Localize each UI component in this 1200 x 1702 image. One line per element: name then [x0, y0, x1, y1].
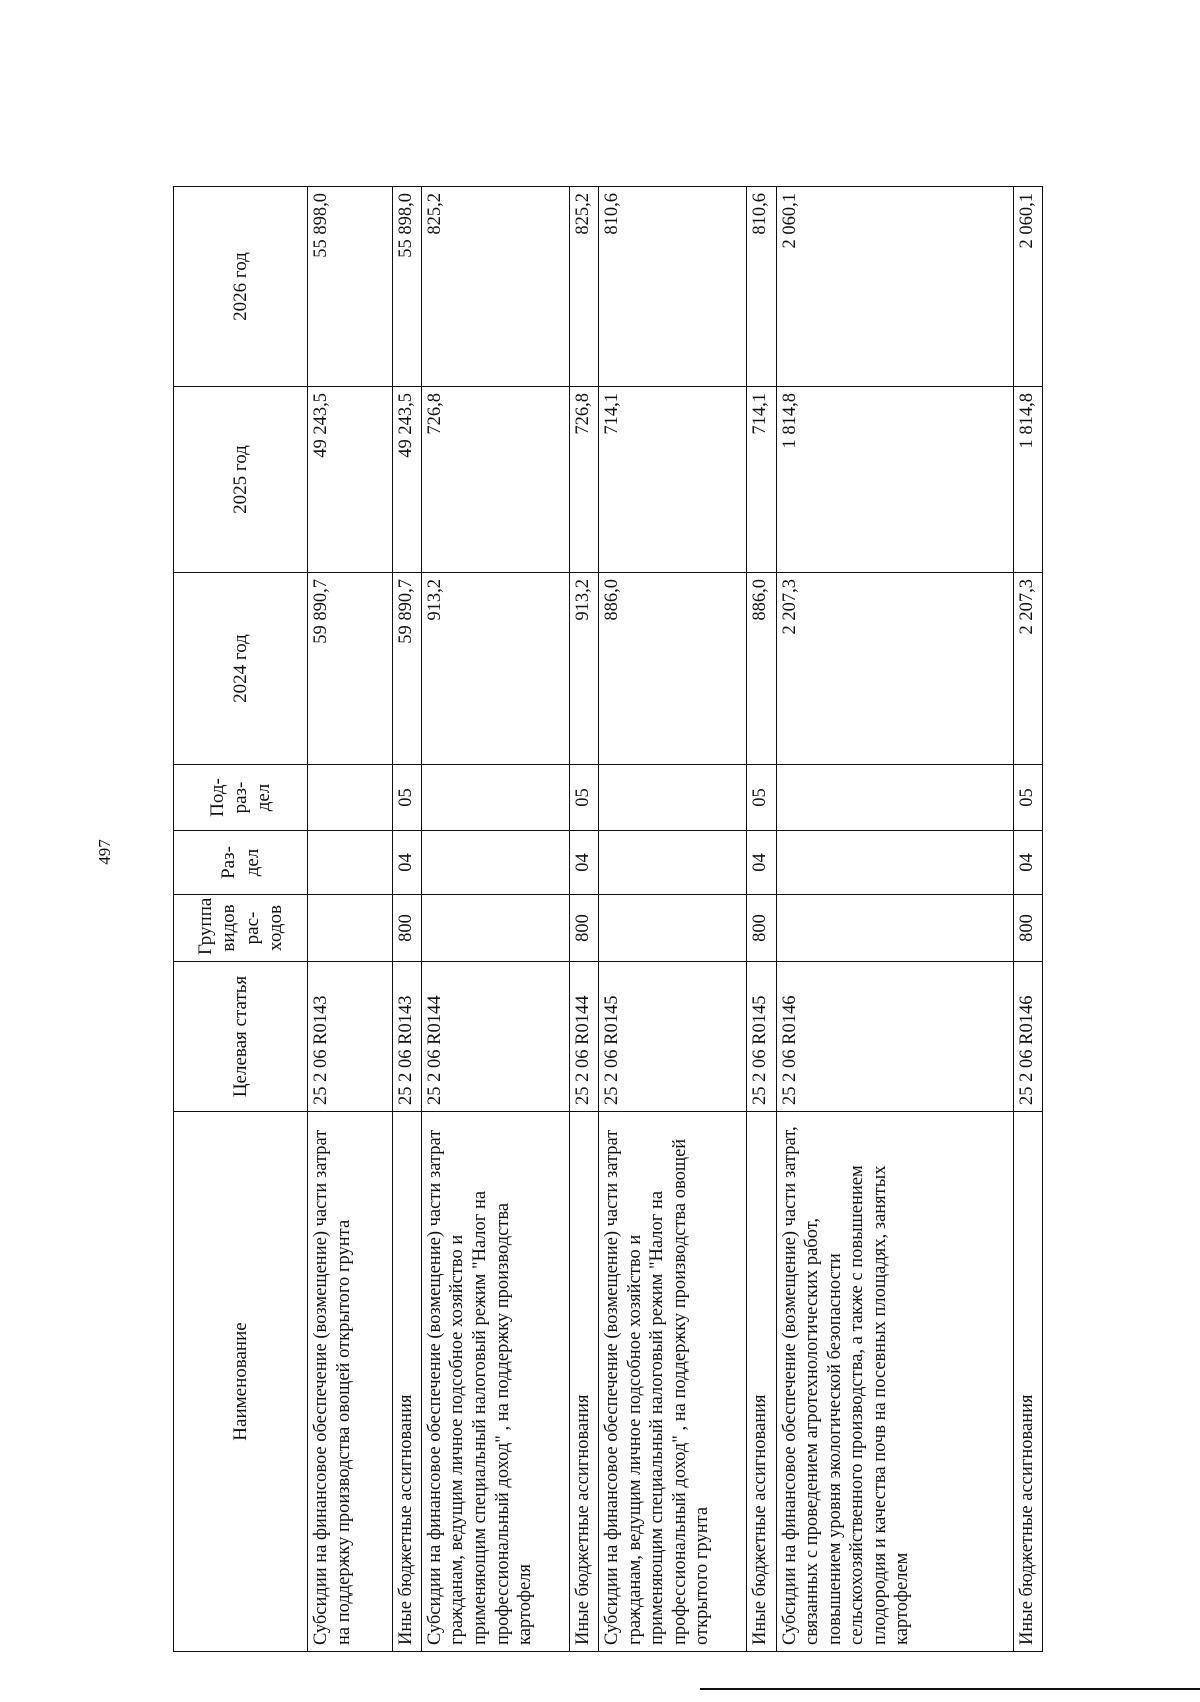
- row-article: 25 2 06 R0143: [308, 962, 393, 1112]
- row-name: Иные бюджетные ассигнования: [392, 1112, 421, 1652]
- row-2025: 1 814,8: [776, 387, 1013, 573]
- table-row: [308, 187, 393, 1652]
- row-subsection: [421, 765, 569, 831]
- row-2025: 726,8: [570, 387, 599, 573]
- header-2026: 2026 год: [174, 187, 308, 387]
- row-section: [421, 831, 569, 895]
- header-name: Наименование: [174, 1112, 308, 1652]
- row-2026: 810,6: [599, 187, 747, 387]
- row-article: 25 2 06 R0143: [392, 962, 421, 1112]
- row-name: Субсидии на финансовое обеспечение (возмещение) части затрат гражданам, ведущим личное подсобное хозяйство и применяющим специальный налоговый режим "Налог на профессиональный доход" , на поддержку производства картофеля: [421, 1112, 569, 1652]
- row-2025: 49 243,5: [308, 387, 393, 573]
- row-group: [599, 895, 747, 962]
- table-row: [421, 187, 569, 1652]
- row-name: Иные бюджетные ассигнования: [1013, 1112, 1042, 1652]
- row-subsection: [599, 765, 747, 831]
- row-2024: 2 207,3: [776, 573, 1013, 765]
- header-article: Целевая статья: [174, 962, 308, 1112]
- row-group: [308, 895, 393, 962]
- header-2024: 2024 год: [174, 573, 308, 765]
- row-subsection: [308, 765, 393, 831]
- row-group: [421, 895, 569, 962]
- row-article: 25 2 06 R0144: [570, 962, 599, 1112]
- row-group: 800: [747, 895, 776, 962]
- row-2024: 2 207,3: [1013, 573, 1042, 765]
- row-2024: 59 890,7: [308, 573, 393, 765]
- table-body: [308, 187, 1043, 1652]
- row-2024: 886,0: [599, 573, 747, 765]
- row-2024: 59 890,7: [392, 573, 421, 765]
- table-row: [392, 187, 421, 1652]
- table-row: [776, 187, 1013, 1652]
- row-2026: 2 060,1: [1013, 187, 1042, 387]
- row-2026: 55 898,0: [392, 187, 421, 387]
- row-section: [599, 831, 747, 895]
- row-name: Субсидии на финансовое обеспечение (возмещение) части затрат гражданам, ведущим личное подсобное хозяйство и применяющим специальный налоговый режим "Налог на профессиональный доход" , на поддержку производства овощей открытого грунта: [599, 1112, 747, 1652]
- row-2026: 55 898,0: [308, 187, 393, 387]
- row-2025: 726,8: [421, 387, 569, 573]
- rotated-table-wrapper: [173, 187, 1043, 1652]
- row-name: Иные бюджетные ассигнования: [570, 1112, 599, 1652]
- row-section: 04: [392, 831, 421, 895]
- budget-table: [173, 186, 1043, 1652]
- table-row: [570, 187, 599, 1652]
- row-article: 25 2 06 R0145: [747, 962, 776, 1112]
- row-section: [308, 831, 393, 895]
- row-group: 800: [1013, 895, 1042, 962]
- row-name: Субсидии на финансовое обеспечение (возмещение) части затрат на поддержку производства овощей открытого грунта: [308, 1112, 393, 1652]
- page-number: 497: [94, 839, 114, 865]
- row-group: 800: [570, 895, 599, 962]
- header-group: Группа видов рас-ходов: [174, 895, 308, 962]
- row-subsection: 05: [392, 765, 421, 831]
- row-2024: 913,2: [421, 573, 569, 765]
- row-article: 25 2 06 R0146: [776, 962, 1013, 1112]
- header-2025: 2025 год: [174, 387, 308, 573]
- row-article: 25 2 06 R0144: [421, 962, 569, 1112]
- header-row: [174, 187, 308, 1652]
- table-row: [599, 187, 747, 1652]
- row-subsection: [776, 765, 1013, 831]
- row-group: 800: [392, 895, 421, 962]
- row-section: [776, 831, 1013, 895]
- header-section: Раз-дел: [174, 831, 308, 895]
- table-row: [1013, 187, 1042, 1652]
- row-2026: 825,2: [421, 187, 569, 387]
- row-2026: 2 060,1: [776, 187, 1013, 387]
- table-row: [747, 187, 776, 1652]
- row-2026: 810,6: [747, 187, 776, 387]
- row-2026: 825,2: [570, 187, 599, 387]
- row-2024: 913,2: [570, 573, 599, 765]
- table-header: [174, 187, 308, 1652]
- header-subsection: Под-раз-дел: [174, 765, 308, 831]
- row-2024: 886,0: [747, 573, 776, 765]
- footer-rule: [700, 1688, 1200, 1690]
- row-section: 04: [570, 831, 599, 895]
- row-subsection: 05: [1013, 765, 1042, 831]
- row-2025: 1 814,8: [1013, 387, 1042, 573]
- row-2025: 49 243,5: [392, 387, 421, 573]
- row-article: 25 2 06 R0146: [1013, 962, 1042, 1112]
- row-2025: 714,1: [747, 387, 776, 573]
- row-group: [776, 895, 1013, 962]
- row-section: 04: [747, 831, 776, 895]
- row-2025: 714,1: [599, 387, 747, 573]
- row-subsection: 05: [747, 765, 776, 831]
- row-article: 25 2 06 R0145: [599, 962, 747, 1112]
- row-name: Субсидии на финансовое обеспечение (возмещение) части затрат, связанных с проведением агротехнологических работ, повышением уровня экологической безопасности сельскохозяйственного производства, а также с повышением плодородия и качества почв на посевных площадях, занятых картофелем: [776, 1112, 1013, 1652]
- row-section: 04: [1013, 831, 1042, 895]
- row-name: Иные бюджетные ассигнования: [747, 1112, 776, 1652]
- row-subsection: 05: [570, 765, 599, 831]
